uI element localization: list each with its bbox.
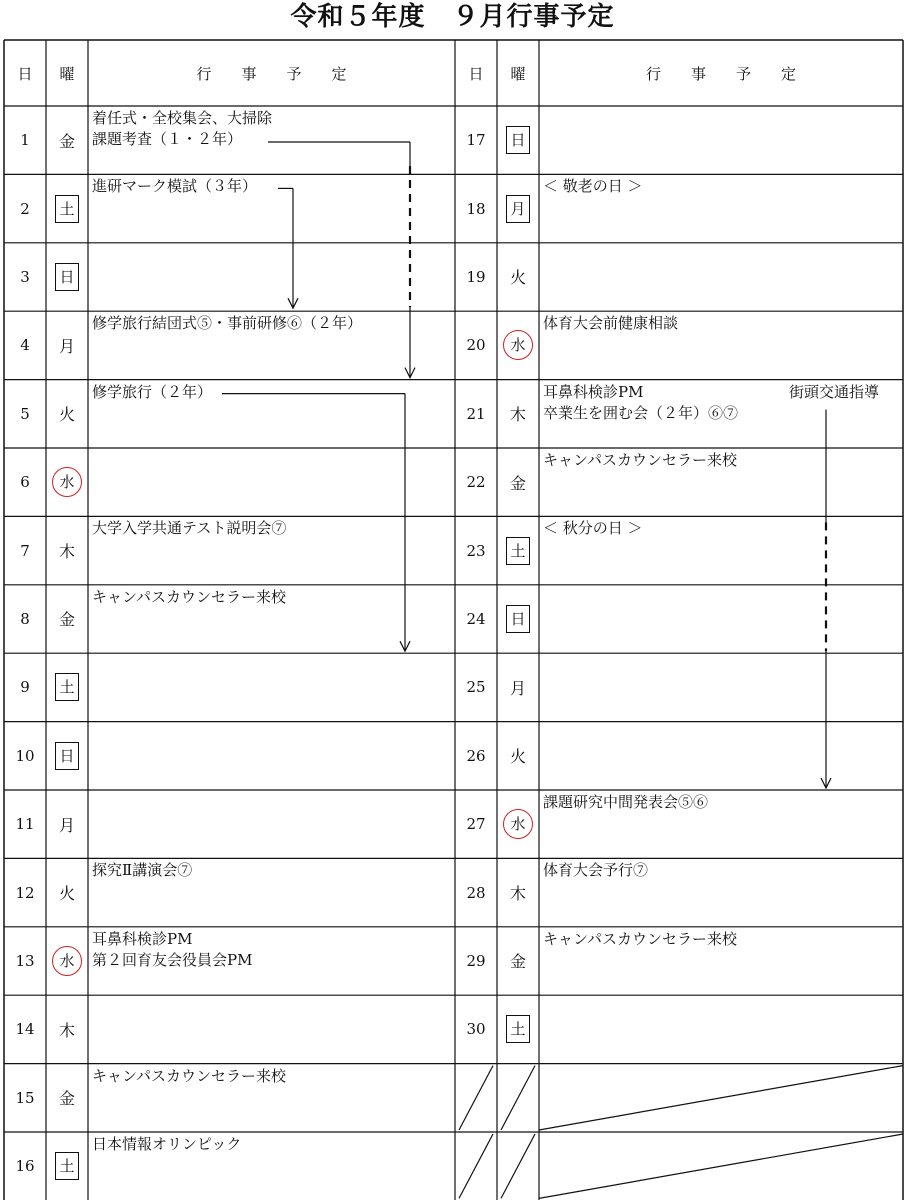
weekday-label: 金 (58, 610, 75, 630)
event-text: 課題考査（１・２年） (92, 130, 243, 148)
weekday-cell (46, 653, 88, 721)
day-number: 25 (466, 678, 486, 697)
circle-mark: 水 (52, 946, 82, 976)
day-number: 16 (15, 1157, 35, 1176)
event-cell (88, 516, 455, 584)
circle-mark: 水 (52, 467, 82, 497)
header-events-right: 行 事 予 定 (645, 64, 796, 83)
weekday-cell (497, 722, 539, 790)
day-number: 12 (15, 883, 35, 902)
weekday-label: 木 (58, 1020, 75, 1040)
weekday-cell (497, 995, 539, 1063)
day-number: 6 (20, 473, 30, 492)
weekday-cell (497, 106, 539, 174)
day-number: 4 (20, 336, 30, 355)
event-cell (88, 448, 455, 516)
event-cell (539, 927, 903, 995)
event-cell (539, 790, 903, 858)
weekday-cell (46, 380, 88, 448)
holiday-box-mark: 土 (506, 537, 530, 565)
weekday-label: 木 (58, 542, 75, 562)
weekday-cell (46, 448, 88, 516)
weekday-label: 金 (509, 473, 526, 493)
weekday-cell (497, 790, 539, 858)
holiday-box-mark: 月 (506, 195, 530, 223)
weekday-cell (497, 380, 539, 448)
holiday-box-mark: 日 (55, 263, 79, 291)
holiday-box-mark: 日 (55, 742, 79, 770)
weekday-cell (46, 1064, 88, 1132)
weekday-cell (46, 790, 88, 858)
event-cell (88, 585, 455, 653)
event-text: 進研マーク模試（３年） (92, 177, 258, 196)
day-number: 24 (466, 609, 486, 628)
event-cell (539, 380, 903, 448)
event-cell (539, 516, 903, 584)
event-text: 卒業生を囲む会（２年）⑥⑦ (543, 403, 739, 422)
event-text: 耳鼻科検診PM (92, 929, 193, 948)
weekday-label: 火 (509, 747, 526, 767)
event-text: 日本情報オリンピック (92, 1135, 242, 1153)
event-cell (539, 858, 903, 926)
event-text: 大学入学共通テスト説明会⑦ (92, 519, 287, 538)
event-cell (539, 585, 903, 653)
event-cell (539, 722, 903, 790)
event-cell (539, 106, 903, 174)
event-text: キャンパスカウンセラー来校 (92, 1066, 286, 1085)
day-number: 8 (20, 609, 30, 628)
event-text: 課題研究中間発表会⑤⑥ (543, 793, 709, 811)
day-number: 18 (466, 199, 486, 218)
event-cell (539, 311, 903, 379)
weekday-cell (46, 516, 88, 584)
day-number: 20 (466, 336, 486, 355)
weekday-cell (46, 927, 88, 995)
header-events-left: 行 事 予 定 (196, 64, 347, 83)
event-note: 街頭交通指導 (788, 382, 879, 401)
holiday-box-mark: 土 (506, 1015, 530, 1043)
weekday-cell (497, 585, 539, 653)
weekday-cell (46, 174, 88, 242)
day-number: 22 (466, 473, 486, 492)
weekday-cell (497, 174, 539, 242)
event-cell (88, 790, 455, 858)
event-cell (88, 1064, 455, 1132)
weekday-label: 火 (58, 884, 75, 904)
weekday-cell (46, 106, 88, 174)
event-cell (539, 448, 903, 516)
event-cell (88, 174, 455, 242)
weekday-cell (46, 858, 88, 926)
holiday-box-mark: 土 (55, 1152, 79, 1180)
weekday-cell (46, 311, 88, 379)
weekday-label: 金 (58, 131, 75, 151)
day-number: 27 (466, 815, 486, 834)
day-number: 2 (20, 199, 30, 218)
day-number: 28 (466, 883, 486, 902)
weekday-cell (497, 927, 539, 995)
circle-mark: 水 (503, 330, 533, 360)
weekday-cell (497, 243, 539, 311)
event-cell (88, 380, 455, 448)
event-text: ＜ 敬老の日 ＞ (543, 177, 643, 196)
header-day-right: 日 (468, 64, 484, 83)
event-cell (88, 927, 455, 995)
weekday-label: 火 (509, 268, 526, 288)
day-number: 13 (15, 951, 35, 970)
header-weekday-right: 曜 (510, 64, 526, 83)
event-cell (539, 174, 903, 242)
weekday-label: 月 (509, 678, 526, 698)
day-number: 17 (466, 131, 486, 150)
circle-mark: 水 (503, 809, 533, 839)
weekday-cell (46, 243, 88, 311)
day-number: 11 (15, 815, 35, 834)
weekday-cell (497, 858, 539, 926)
day-number: 26 (466, 746, 486, 765)
day-number: 15 (15, 1088, 35, 1107)
holiday-box-mark: 土 (55, 195, 79, 223)
day-number: 14 (15, 1020, 35, 1039)
event-cell (88, 722, 455, 790)
weekday-label: 金 (58, 1089, 75, 1109)
weekday-cell (497, 653, 539, 721)
weekday-cell (46, 585, 88, 653)
event-text: 第２回育友会役員会PM (92, 950, 253, 969)
event-cell (539, 653, 903, 721)
day-number: 7 (20, 541, 30, 560)
day-number: 19 (466, 267, 486, 286)
day-number: 3 (20, 267, 30, 286)
holiday-box-mark: 日 (506, 126, 530, 154)
weekday-cell (497, 311, 539, 379)
event-cell (88, 653, 455, 721)
event-text: 着任式・全校集会、大掃除 (92, 109, 273, 127)
day-number: 1 (20, 131, 30, 150)
event-text: 体育大会前健康相談 (543, 314, 679, 333)
event-text: キャンパスカウンセラー来校 (543, 451, 737, 469)
event-cell (539, 995, 903, 1063)
page-title: 令和５年度 ９月行事予定 (290, 2, 615, 32)
event-cell (88, 995, 455, 1063)
event-cell (88, 1132, 455, 1200)
event-text: ＜ 秋分の日 ＞ (543, 519, 643, 538)
weekday-cell (46, 995, 88, 1063)
day-number: 23 (466, 541, 486, 560)
weekday-label: 木 (509, 884, 526, 904)
weekday-label: 月 (58, 336, 75, 356)
event-cell (88, 858, 455, 926)
day-number: 9 (20, 678, 30, 697)
day-number: 5 (20, 404, 30, 423)
day-number: 30 (466, 1020, 486, 1039)
day-number: 29 (466, 951, 486, 970)
weekday-label: 月 (58, 815, 75, 835)
weekday-label: 火 (58, 405, 75, 425)
weekday-cell (497, 448, 539, 516)
event-text: 修学旅行（２年） (92, 382, 213, 401)
event-text: 探究Ⅱ講演会⑦ (92, 861, 193, 880)
holiday-box-mark: 土 (55, 673, 79, 701)
day-number: 21 (466, 404, 486, 423)
event-text: 修学旅行結団式⑤・事前研修⑥（２年） (92, 314, 363, 333)
weekday-cell (46, 1132, 88, 1200)
day-number: 10 (15, 746, 35, 765)
event-cell (88, 311, 455, 379)
header-weekday-left: 曜 (59, 64, 75, 83)
event-cell (88, 243, 455, 311)
weekday-cell (46, 722, 88, 790)
event-text: キャンパスカウンセラー来校 (92, 587, 286, 606)
header-day-left: 日 (17, 64, 33, 83)
weekday-label: 金 (509, 952, 526, 972)
holiday-box-mark: 日 (506, 605, 530, 633)
event-cell (539, 243, 903, 311)
event-text: 体育大会予行⑦ (543, 861, 649, 880)
event-cell (88, 106, 455, 174)
event-text: キャンパスカウンセラー来校 (543, 929, 737, 948)
event-text: 耳鼻科検診PM (543, 382, 644, 401)
weekday-label: 木 (509, 405, 526, 425)
weekday-cell (497, 516, 539, 584)
